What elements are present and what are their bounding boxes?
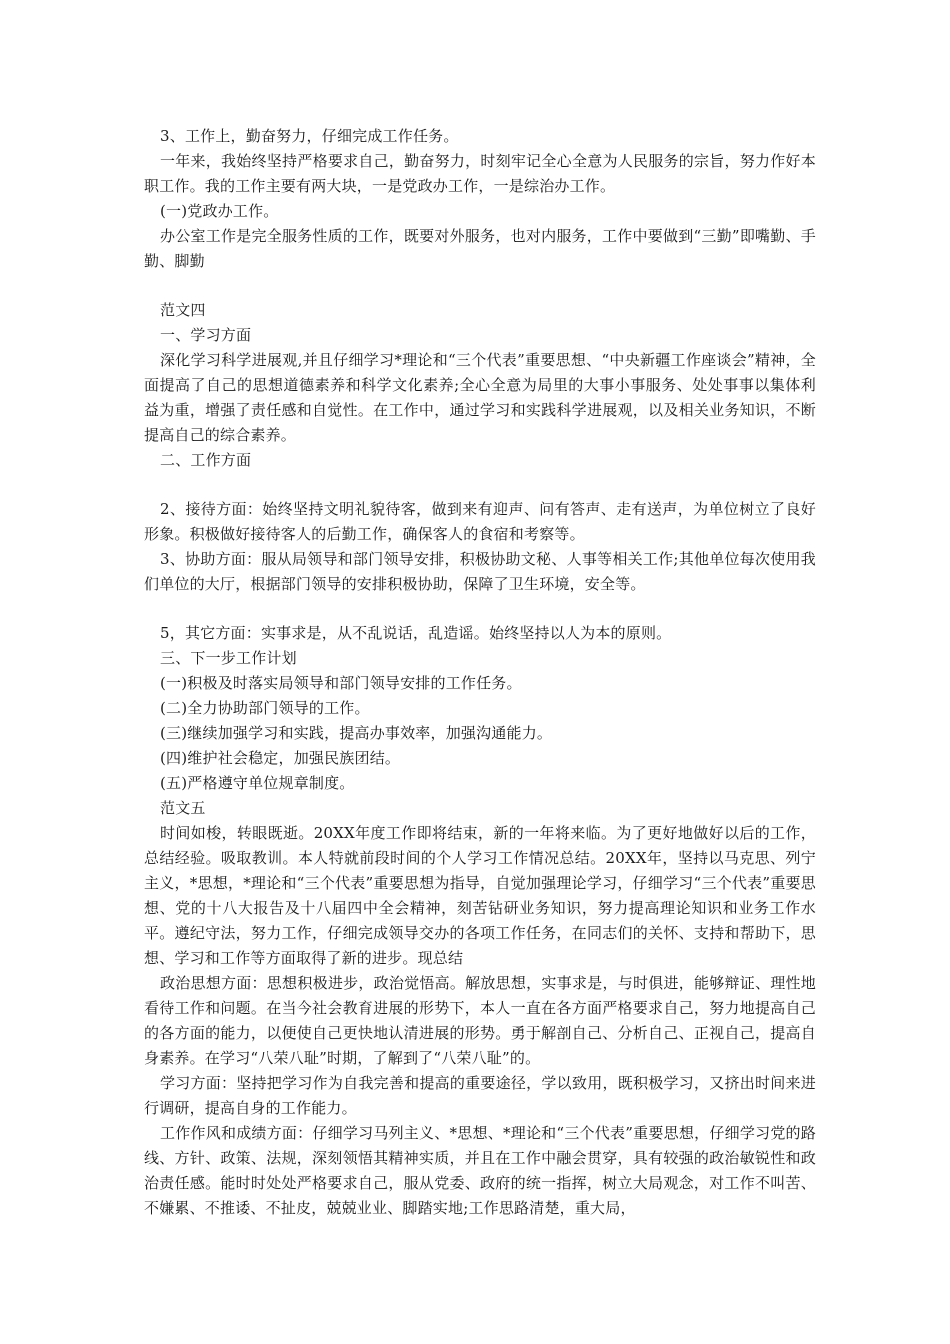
document-body bbox=[144, 124, 816, 1221]
paragraph: 办公室工作是完全服务性质的工作，既要对外服务，也对内服务，工作中要做到“三勤”即嘴勤、手勤、脚勤 bbox=[144, 227, 816, 270]
list-item: (三)继续加强学习和实践，提高办事效率，加强沟通能力。 bbox=[160, 724, 553, 742]
paragraph: 2、接待方面：始终坚持文明礼貌待客，做到来有迎声、问有答声、走有送声，为单位树立了良好形象。积极做好接待客人的后勤工作，确保客人的食宿和考察等。 bbox=[144, 500, 816, 543]
paragraph: 工作作风和成绩方面：仔细学习马列主义、*思想、*理论和“三个代表”重要思想，仔细学习党的路线、方针、政策、法规，深刻领悟其精神实质，并且在工作中融会贯穿，具有较强的政治敏锐性和政治责任感。能时时处处严格要求自己，服从党委、政府的统一指挥，树立大局观念，对工作不叫苦、不嫌累、不推诿、不扯皮，兢兢业业、脚踏实地;工作思路清楚，重大局， bbox=[144, 1124, 816, 1217]
subheading: 一、学习方面 bbox=[160, 326, 252, 344]
blank-line bbox=[144, 597, 816, 621]
paragraph: 时间如梭，转眼既逝。20XX年度工作即将结束，新的一年将来临。为了更好地做好以后的工作，总结经验。吸取教训。本人特就前段时间的个人学习工作情况总结。20XX年，坚持以马克思、列宁主义，*思想，*理论和“三个代表”重要思想为指导，自觉加强理论学习，仔细学习“三个代表”重要思想、党的十八大报告及十八届四中全会精神，刻苦钻研业务知识，努力提高理论知识和业务工作水平。遵纪守法，努力工作，仔细完成领导交办的各项工作任务，在同志们的关怀、支持和帮助下，思想、学习和工作等方面取得了新的进步。现总结 bbox=[144, 824, 816, 967]
section-heading: 范文四 bbox=[160, 301, 206, 319]
paragraph: 政治思想方面：思想积极进步，政治觉悟高。解放思想，实事求是，与时俱进，能够辩证、理性地看待工作和问题。在当今社会教育进展的形势下，本人一直在各方面严格要求自己，努力地提高自己的各方面的能力，以便使自己更快地认清进展的形势。勇于解剖自己、分析自己、正视自己，提高自身素养。在学习“八荣八耻”时期，了解到了“八荣八耻”的。 bbox=[144, 974, 816, 1067]
list-item: (五)严格遵守单位规章制度。 bbox=[160, 774, 355, 792]
paragraph: 深化学习科学进展观,并且仔细学习*理论和“三个代表”重要思想、“中央新疆工作座谈会”精神，全面提高了自己的思想道德素养和科学文化素养;全心全意为局里的大事小事服务、处处事事以集体利益为重，增强了责任感和自觉性。在工作中，通过学习和实践科学进展观，以及相关业务知识，不断提高自己的综合素养。 bbox=[144, 351, 816, 444]
blank-line bbox=[144, 274, 816, 298]
list-item: (四)维护社会稳定，加强民族团结。 bbox=[160, 749, 401, 767]
paragraph: 5，其它方面：实事求是，从不乱说话，乱造谣。始终坚持以人为本的原则。 bbox=[160, 624, 672, 642]
list-item: (一)积极及时落实局领导和部门领导安排的工作任务。 bbox=[160, 674, 522, 692]
paragraph: 3、协助方面：服从局领导和部门领导安排，积极协助文秘、人事等相关工作;其他单位每次使用我们单位的大厅，根据部门领导的安排积极协助，保障了卫生环境，安全等。 bbox=[144, 550, 816, 593]
blank-line bbox=[144, 473, 816, 497]
paragraph: 3、工作上，勤奋努力，仔细完成工作任务。 bbox=[160, 127, 459, 145]
paragraph: (一)党政办工作。 bbox=[160, 202, 279, 220]
paragraph: 学习方面：坚持把学习作为自我完善和提高的重要途径，学以致用，既积极学习，又挤出时间来进行调研，提高自身的工作能力。 bbox=[144, 1074, 816, 1117]
subheading: 二、工作方面 bbox=[160, 451, 252, 469]
section-heading: 范文五 bbox=[160, 799, 206, 817]
subheading: 三、下一步工作计划 bbox=[160, 649, 297, 667]
list-item: (二)全力协助部门领导的工作。 bbox=[160, 699, 370, 717]
paragraph: 一年来，我始终坚持严格要求自己，勤奋努力，时刻牢记全心全意为人民服务的宗旨，努力作好本职工作。我的工作主要有两大块，一是党政办工作，一是综治办工作。 bbox=[144, 152, 816, 195]
